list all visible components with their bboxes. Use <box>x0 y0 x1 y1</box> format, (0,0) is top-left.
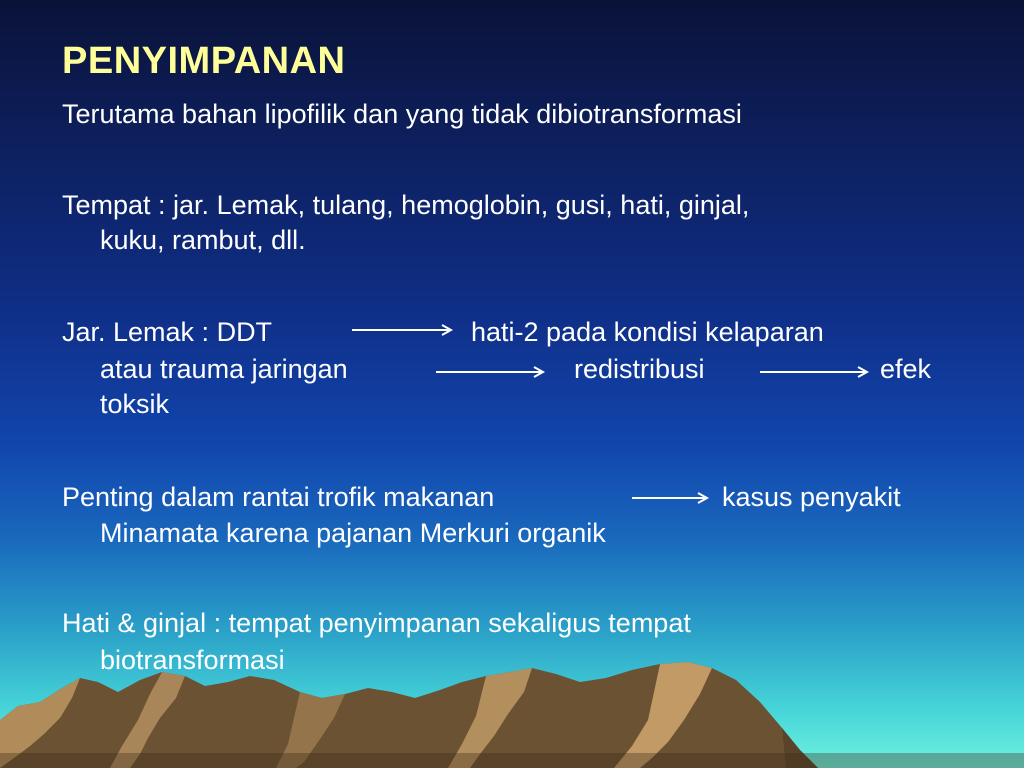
paragraph-ddt-segment-5: efek <box>880 354 932 384</box>
paragraph-liver-kidney-line-2: biotransformasi <box>100 645 285 675</box>
paragraph-ddt-segment-6: toksik <box>100 389 170 419</box>
mountains-decoration <box>0 658 1024 768</box>
paragraph-trophic-segment-1: Penting dalam rantai trofik makanan <box>62 482 495 512</box>
paragraph-locations-line-1: Tempat : jar. Lemak, tulang, hemoglobin, gusi, hati, ginjal, <box>62 190 750 220</box>
paragraph-trophic-segment-2: kasus penyakit <box>722 482 901 512</box>
paragraph-ddt-segment-1: Jar. Lemak : DDT <box>62 317 273 347</box>
paragraph-ddt-segment-2: hati-2 pada kondisi kelaparan <box>471 317 824 347</box>
slide-title: PENYIMPANAN <box>62 40 346 82</box>
arrow-right-icon <box>760 364 872 380</box>
paragraph-storage-materials: Terutama bahan lipofilik dan yang tidak dibiotransformasi <box>62 99 742 129</box>
paragraph-trophic-segment-3: Minamata karena pajanan Merkuri organik <box>100 518 606 548</box>
paragraph-liver-kidney-line-1: Hati & ginjal : tempat penyimpanan sekaligus tempat <box>62 608 691 638</box>
paragraph-ddt-segment-4: redistribusi <box>574 354 705 384</box>
arrow-right-icon <box>352 322 456 338</box>
paragraph-locations-line-2: kuku, rambut, dll. <box>100 225 306 255</box>
arrow-right-icon <box>632 490 712 506</box>
arrow-right-icon <box>436 364 548 380</box>
paragraph-ddt-segment-3: atau trauma jaringan <box>100 354 348 384</box>
